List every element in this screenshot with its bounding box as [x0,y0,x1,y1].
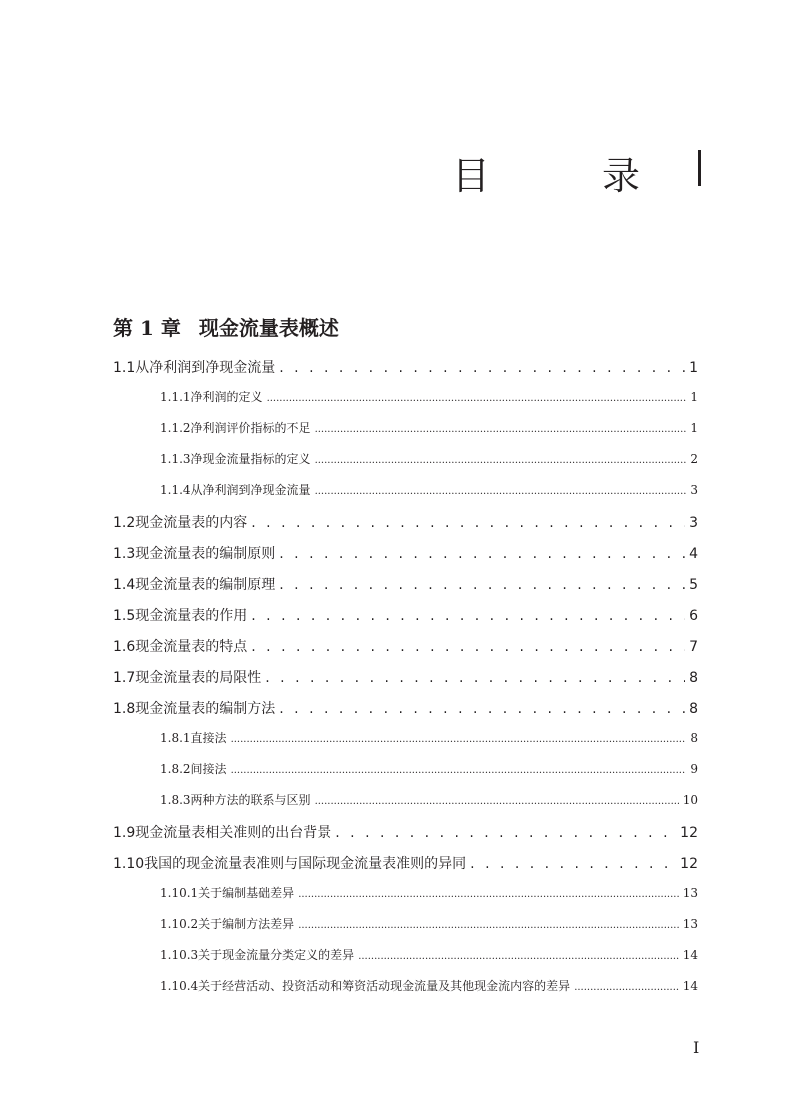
dot-leader [251,608,685,624]
dot-leader [279,577,685,593]
entry-page-number: 3 [690,483,698,497]
toc-section-entry[interactable] [113,357,698,377]
toc-subsection-entry[interactable] [160,760,698,777]
toc-section-entry[interactable] [113,698,698,718]
toc-subsection-entry[interactable] [160,481,698,498]
entry-section-number: 1.2 [113,515,136,531]
dot-leader [265,670,685,686]
entry-title: 关于编制方法差异 [198,917,295,931]
entry-section-number: 1.10.4 [160,979,199,993]
toc-subsection-entry[interactable] [160,791,698,808]
page-number: I [693,1038,700,1057]
entry-section-number: 1.10.3 [160,948,199,962]
entry-page-number: 8 [689,670,698,686]
entry-page-number: 10 [682,793,698,807]
entry-page-number: 1 [690,390,698,404]
entry-section-number: 1.8.3 [160,793,191,807]
entry-title: 净现金流量指标的定义 [190,452,311,466]
entry-title: 现金流量表的编制原则 [135,546,276,562]
entry-title: 两种方法的联系与区别 [190,793,311,807]
entry-page-number: 2 [690,452,698,466]
entry-title: 从净利润到净现金流量 [190,483,311,497]
entry-title: 现金流量表的内容 [135,515,248,531]
entry-page-number: 14 [682,979,698,993]
entry-title: 净利润评价指标的不足 [190,421,311,435]
toc-subsection-entry[interactable] [160,450,698,467]
toc-section-entry[interactable] [113,853,698,873]
entry-page-number: 1 [690,421,698,435]
entry-section-number: 1.5 [113,608,136,624]
entry-section-number: 1.10.1 [160,886,199,900]
entry-page-number: 7 [689,639,698,655]
toc-section-entry[interactable] [113,574,698,594]
entry-title: 现金流量表的局限性 [135,670,262,686]
toc-subsection-entry[interactable] [160,419,698,436]
dot-leader [470,856,676,872]
entry-page-number: 13 [682,917,698,931]
dot-leader [315,455,687,466]
dot-leader [358,951,679,962]
entry-title: 关于经营活动、投资活动和筹资活动现金流量及其他现金流内容的差异 [198,979,571,993]
entry-title: 从净利润到净现金流量 [135,360,276,376]
entry-page-number: 12 [680,825,698,841]
toc-section-entry[interactable] [113,667,698,687]
toc-subsection-entry[interactable] [160,915,698,932]
entry-section-number: 1.1.2 [160,421,191,435]
dot-leader [231,765,687,776]
entry-title: 我国的现金流量表准则与国际现金流量表准则的异同 [144,856,467,872]
entry-section-number: 1.3 [113,546,136,562]
dot-leader [315,486,687,497]
toc-section-entry[interactable] [113,512,698,532]
entry-section-number: 1.1.4 [160,483,191,497]
toc-subsection-entry[interactable] [160,729,698,746]
entry-section-number: 1.1 [113,360,136,376]
entry-page-number: 8 [689,701,698,717]
dot-leader [231,734,687,745]
entry-title: 关于编制基础差异 [198,886,295,900]
entry-section-number: 1.10 [113,856,145,872]
dot-leader [279,360,685,376]
entry-page-number: 14 [682,948,698,962]
entry-title: 关于现金流量分类定义的差异 [198,948,355,962]
toc-section-entry[interactable] [113,822,698,842]
entry-title: 直接法 [190,731,227,745]
chapter-title: 现金流量表概述 [198,316,339,340]
toc-title: 目 录 [451,154,690,198]
dot-leader [279,701,685,717]
entry-title: 现金流量表的作用 [135,608,248,624]
entry-section-number: 1.8 [113,701,136,717]
entry-title: 现金流量表的编制原理 [135,577,276,593]
dot-leader [279,546,685,562]
entry-page-number: 6 [689,608,698,624]
entry-section-number: 1.8.1 [160,731,191,745]
entry-page-number: 12 [680,856,698,872]
dot-leader [267,393,687,404]
dot-leader [251,639,685,655]
entry-title: 现金流量表的特点 [135,639,248,655]
entry-section-number: 1.1.1 [160,390,191,404]
entry-section-number: 1.1.3 [160,452,191,466]
toc-section-entry[interactable] [113,543,698,563]
dot-leader [298,889,679,900]
entry-page-number: 4 [689,546,698,562]
toc-subsection-entry[interactable] [160,884,698,901]
entry-section-number: 1.6 [113,639,136,655]
entry-page-number: 5 [689,577,698,593]
toc-section-entry[interactable] [113,605,698,625]
toc-section-entry[interactable] [113,636,698,656]
dot-leader [298,920,679,931]
toc-subsection-entry[interactable] [160,388,698,405]
chapter-number: 第 1 章 [113,316,181,340]
chapter-heading [113,312,339,341]
entry-page-number: 8 [690,731,698,745]
dot-leader [251,515,685,531]
dot-leader [335,825,676,841]
entry-title: 现金流量表的编制方法 [135,701,276,717]
toc-subsection-entry[interactable] [160,977,698,994]
entry-page-number: 13 [682,886,698,900]
dot-leader [574,982,679,993]
title-divider-bar [698,150,701,186]
dot-leader [315,424,687,435]
entry-title: 现金流量表相关准则的出台背景 [135,825,332,841]
entry-page-number: 9 [690,762,698,776]
entry-page-number: 3 [689,515,698,531]
entry-section-number: 1.7 [113,670,136,686]
entry-section-number: 1.9 [113,825,136,841]
entry-title: 间接法 [190,762,227,776]
entry-section-number: 1.10.2 [160,917,199,931]
entry-section-number: 1.4 [113,577,136,593]
entry-section-number: 1.8.2 [160,762,191,776]
entry-title: 净利润的定义 [190,390,263,404]
entry-page-number: 1 [689,360,698,376]
toc-subsection-entry[interactable] [160,946,698,963]
dot-leader [315,796,679,807]
